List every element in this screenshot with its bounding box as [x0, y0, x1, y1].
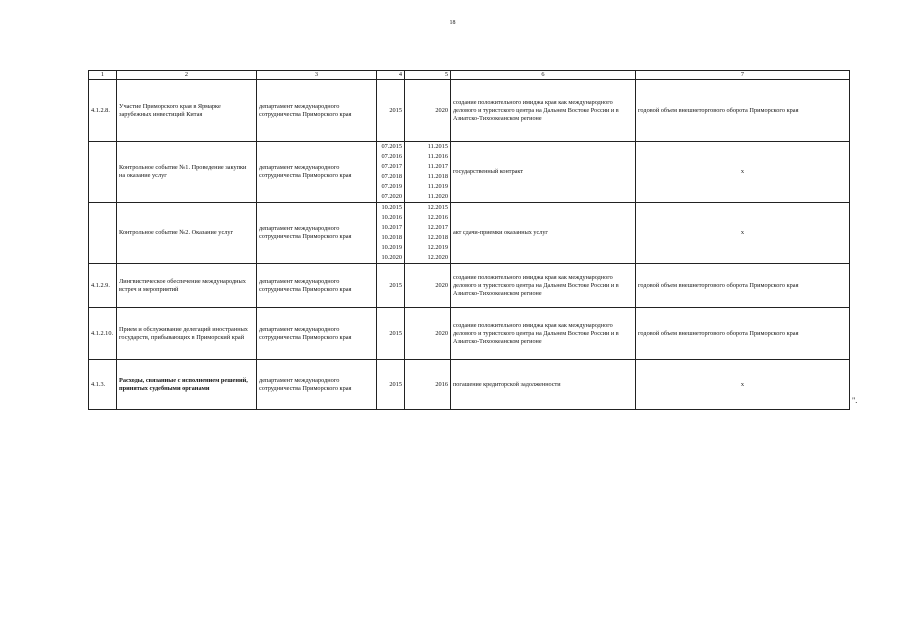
date-value: 11.2020 — [427, 193, 448, 201]
header-cell: 3 — [257, 71, 377, 80]
executor: департамент международного сотрудничества Приморского края — [257, 80, 377, 142]
indicator: х — [636, 142, 850, 203]
date-value: 11.2019 — [427, 183, 448, 191]
expected-result: создание положительного имиджа края как международного делового и туристского центра на Дальнем Востоке России и в Азиатско-Тихоокеанском регионе — [451, 308, 636, 360]
event-name: Прием и обслуживание делегаций иностранных государств, прибывающих в Приморский край — [117, 308, 257, 360]
executor: департамент международного сотрудничества Приморского края — [257, 264, 377, 308]
header-cell: 6 — [451, 71, 636, 80]
event-name: Расходы, связанные с исполнением решений, принятых судебными органами — [117, 360, 257, 410]
date-value: 07.2020 — [381, 193, 402, 201]
event-name: Контрольное событие №1. Проведение закупки на оказание услуг — [117, 142, 257, 203]
table-row — [89, 142, 850, 203]
table-row — [89, 203, 850, 264]
indicator: х — [636, 203, 850, 264]
indicator: х — [636, 360, 850, 410]
date-value: 11.2015 — [427, 143, 448, 151]
date-value: 07.2017 — [381, 163, 402, 171]
end-dates — [405, 142, 451, 203]
event-name: Контрольное событие №2. Оказание услуг — [117, 203, 257, 264]
date-value: 12.2018 — [427, 234, 448, 242]
date-value: 12.2017 — [427, 224, 448, 232]
indicator: годовой объем внешнеторгового оборота Приморского края — [636, 308, 850, 360]
indicator: годовой объем внешнеторгового оборота Приморского края — [636, 264, 850, 308]
header-cell: 5 — [405, 71, 451, 80]
start-year: 2015 — [377, 264, 405, 308]
row-number — [89, 142, 117, 203]
date-value: 12.2015 — [427, 204, 448, 212]
row-number: 4.1.2.8. — [89, 80, 117, 142]
expected-result: создание положительного имиджа края как международного делового и туристского центра на Дальнем Востоке России и в Азиатско-Тихоокеанском регионе — [451, 80, 636, 142]
date-value: 12.2016 — [427, 214, 448, 222]
date-value: 10.2015 — [381, 204, 402, 212]
date-value: 10.2016 — [381, 214, 402, 222]
start-dates — [377, 203, 405, 264]
end-year: 2016 — [405, 360, 451, 410]
expected-result: создание положительного имиджа края как международного делового и туристского центра на Дальнем Востоке России и в Азиатско-Тихоокеанском регионе — [451, 264, 636, 308]
expected-result: акт сдачи-приемки оказанных услуг — [451, 203, 636, 264]
row-number: 4.1.2.9. — [89, 264, 117, 308]
header-row — [89, 71, 850, 80]
start-dates — [377, 142, 405, 203]
date-value: 07.2019 — [381, 183, 402, 191]
program-table — [88, 70, 850, 410]
end-year: 2020 — [405, 264, 451, 308]
executor: департамент международного сотрудничества Приморского края — [257, 203, 377, 264]
start-year: 2015 — [377, 80, 405, 142]
table-row — [89, 308, 850, 360]
header-cell: 2 — [117, 71, 257, 80]
indicator: годовой объем внешнеторгового оборота Приморского края — [636, 80, 850, 142]
date-value: 12.2020 — [427, 254, 448, 262]
date-value: 12.2019 — [427, 244, 448, 252]
date-value: 10.2020 — [381, 254, 402, 262]
end-year: 2020 — [405, 80, 451, 142]
table-row — [89, 80, 850, 142]
date-value: 11.2018 — [427, 173, 448, 181]
expected-result: государственный контракт — [451, 142, 636, 203]
header-cell: 7 — [636, 71, 850, 80]
date-value: 11.2016 — [427, 153, 448, 161]
date-value: 07.2016 — [381, 153, 402, 161]
start-year: 2015 — [377, 308, 405, 360]
table-row — [89, 360, 850, 410]
executor: департамент международного сотрудничества Приморского края — [257, 308, 377, 360]
closing-quote-mark: ". — [852, 396, 858, 405]
row-number: 4.1.3. — [89, 360, 117, 410]
date-value: 10.2019 — [381, 244, 402, 252]
date-value: 07.2018 — [381, 173, 402, 181]
date-value: 10.2017 — [381, 224, 402, 232]
table-row — [89, 264, 850, 308]
executor: департамент международного сотрудничества Приморского края — [257, 142, 377, 203]
date-value: 10.2018 — [381, 234, 402, 242]
expected-result: погашение кредиторской задолженности — [451, 360, 636, 410]
row-number: 4.1.2.10. — [89, 308, 117, 360]
end-year: 2020 — [405, 308, 451, 360]
end-dates — [405, 203, 451, 264]
header-cell: 1 — [89, 71, 117, 80]
event-name: Лингвистическое обеспечение международных встреч и мероприятий — [117, 264, 257, 308]
executor: департамент международного сотрудничества Приморского края — [257, 360, 377, 410]
event-name: Участие Приморского края в Ярмарке зарубежных инвестиций Китая — [117, 80, 257, 142]
page-number: 18 — [449, 20, 456, 26]
start-year: 2015 — [377, 360, 405, 410]
row-number — [89, 203, 117, 264]
date-value: 11.2017 — [427, 163, 448, 171]
header-cell: 4 — [377, 71, 405, 80]
date-value: 07.2015 — [381, 143, 402, 151]
